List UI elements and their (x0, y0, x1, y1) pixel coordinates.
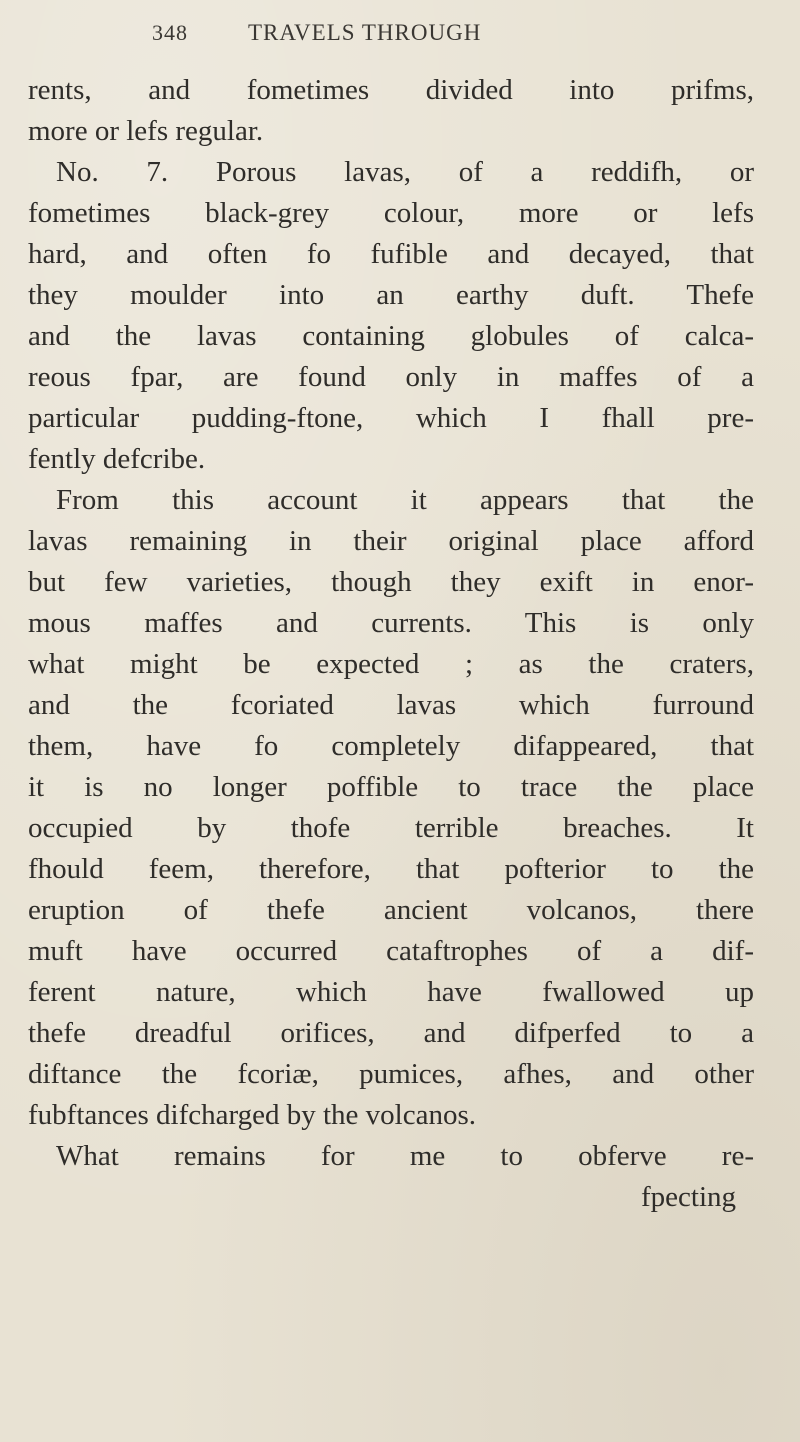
body-text (28, 70, 754, 1218)
text-line: particular pudding-ftone, which I fhall pre- (28, 402, 754, 434)
text-line: and the fcoriated lavas which furround (28, 689, 754, 721)
text-line: ferent nature, which have fwallowed up (28, 976, 754, 1008)
catchword: fpecting (640, 1181, 736, 1213)
text-line: From this account it appears that the (56, 484, 754, 516)
text-line: lavas remaining in their original place afford (28, 525, 754, 557)
text-line: fometimes black-grey colour, more or lefs (28, 197, 754, 229)
text-line: what might be expected ; as the craters, (28, 648, 754, 680)
text-line: fubftances difcharged by the volcanos. (28, 1099, 476, 1131)
text-line: they moulder into an earthy duft. Thefe (28, 279, 754, 311)
text-line: them, have fo completely difappeared, that (28, 730, 754, 762)
text-line: muft have occurred cataftrophes of a dif- (28, 935, 754, 967)
text-line: and the lavas containing globules of calca- (28, 320, 754, 352)
text-line: fhould feem, therefore, that pofterior to the (28, 853, 754, 885)
text-line: No. 7. Porous lavas, of a reddifh, or (56, 156, 754, 188)
running-head: TRAVELS THROUGH (248, 20, 482, 45)
page-number: 348 (152, 20, 188, 45)
text-line: rents, and fometimes divided into prifms, (28, 74, 754, 106)
text-line: mous maffes and currents. This is only (28, 607, 754, 639)
text-line: but few varieties, though they exift in enor- (28, 566, 754, 598)
text-line: What remains for me to obferve re- (56, 1140, 754, 1172)
text-line: thefe dreadful orifices, and difperfed to a (28, 1017, 754, 1049)
text-line: fently defcribe. (28, 443, 206, 475)
text-line: more or lefs regular. (28, 115, 264, 147)
text-line: reous fpar, are found only in maffes of a (28, 361, 754, 393)
text-line: diftance the fcoriæ, pumices, afhes, and other (28, 1058, 754, 1090)
text-line: eruption of thefe ancient volcanos, there (28, 894, 754, 926)
text-line: hard, and often fo fufible and decayed, that (28, 238, 754, 270)
text-line: occupied by thofe terrible breaches. It (28, 812, 754, 844)
text-line: it is no longer poffible to trace the place (28, 771, 754, 803)
